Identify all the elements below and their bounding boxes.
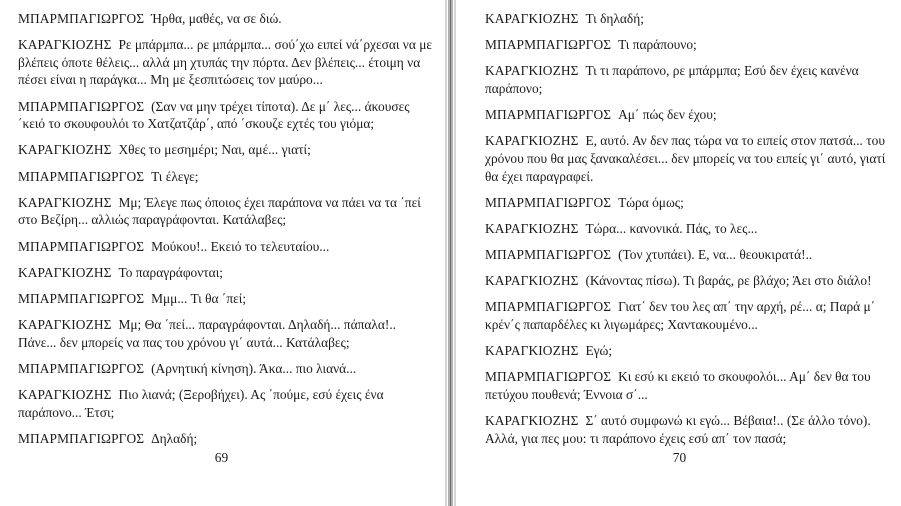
dialogue-text: Μμμ... Τι θα ΄πεί; [151,290,247,306]
dialogue-paragraph [485,132,895,185]
dialogue-paragraph [18,386,434,421]
speaker-name: ΜΠΑΡΜΠΑΓΙΩΡΓΟΣ [485,107,612,123]
dialogue-text: Τι παράπουνο; [618,37,697,53]
dialogue-text: Μούκου!.. Εκειό το τελευταίου... [151,238,330,254]
dialogue-text: Τώρα όμως; [618,194,684,210]
speaker-name: ΜΠΑΡΜΠΑΓΙΩΡΓΟΣ [18,430,145,446]
speaker-name: ΚΑΡΑΓΚΙΟΖΗΣ [485,273,579,289]
speaker-name: ΚΑΡΑΓΚΙΟΖΗΣ [485,11,579,26]
dialogue-paragraph [18,194,434,229]
dialogue-text: Τώρα... κανονικά. Πάς, το λες... [585,220,758,236]
dialogue-paragraph [485,106,895,124]
dialogue-text: Ε, αυτό. Αν δεν πας τώρα να το ειπείς στον πατσά... του χρόνου που θα μας ξανακαλέσει... δεν μπορείς να του ειπείς γι΄ αυτό, γιατί θα έχει παραγραφεί. [485,133,886,184]
dialogue-paragraph [485,246,895,264]
dialogue-text: (Τον χτυπάει). Ε, να... θεουκιρατά!.. [618,247,813,263]
speaker-name: ΜΠΑΡΜΠΑΓΙΩΡΓΟΣ [18,11,145,26]
dialogue-text: Τι έλεγε; [151,168,199,184]
dialogue-text: Ήρθα, μαθές, να σε διώ. [151,11,282,26]
page-content [18,10,434,456]
dialogue-text: Χθες το μεσημέρι; Ναι, αμέ... γιατί; [118,142,311,158]
dialogue-text: Πιο λιανά; (Ξεροβήχει). Ας ΄πούμε, εσύ έχεις ένα παράπονο... Έτσι; [18,387,384,420]
dialogue-paragraph [485,62,895,97]
dialogue-paragraph [18,10,434,28]
dialogue-paragraph [485,412,895,447]
dialogue-paragraph [485,342,895,360]
speaker-name: ΚΑΡΑΓΚΙΟΖΗΣ [485,343,579,359]
dialogue-paragraph [485,298,895,333]
dialogue-paragraph [18,360,434,378]
dialogue-text: (Σαν να μην τρέχει τίποτα). Δε μ΄ λες... άκουσες ΄κειό το σκουφουλόι το Χατζατζάρ΄, από ΄σκουζε εχτές του γιόμα; [18,98,410,132]
dialogue-text: Τι τι παράπονο, ρε μπάρμπα; Εσύ δεν έχεις κανένα παράπονο; [485,63,859,96]
dialogue-paragraph [18,264,434,282]
dialogue-paragraph [18,316,434,351]
speaker-name: ΜΠΑΡΜΠΑΓΙΩΡΓΟΣ [18,168,145,184]
dialogue-text: Μμ; Θα ΄πεί... παραγράφονται. Δηλαδή... πάπαλα!.. Πάνε... δεν μπορείς να πας του χρόνου γι΄ αυτά... Κατάλαβες; [18,317,397,350]
speaker-name: ΚΑΡΑΓΚΙΟΖΗΣ [485,63,579,79]
speaker-name: ΚΑΡΑΓΚΙΟΖΗΣ [18,264,112,280]
speaker-name: ΚΑΡΑΓΚΙΟΖΗΣ [18,317,112,333]
dialogue-paragraph [18,238,434,256]
dialogue-paragraph [485,194,895,212]
speaker-name: ΜΠΑΡΜΠΑΓΙΩΡΓΟΣ [18,360,145,376]
dialogue-text: Αμ΄ πώς δεν έχου; [618,107,717,123]
dialogue-paragraph [485,10,895,28]
speaker-name: ΜΠΑΡΜΠΑΓΙΩΡΓΟΣ [18,238,145,254]
page-gutter-divider [443,0,458,506]
dialogue-text: (Αρνητική κίνηση). Άκα... πιο λιανά... [151,360,357,376]
dialogue-text: Εγώ; [585,343,613,359]
speaker-name: ΜΠΑΡΜΠΑΓΙΩΡΓΟΣ [18,290,145,306]
dialogue-paragraph [18,36,434,89]
dialogue-text: Τι δηλαδή; [585,11,644,26]
speaker-name: ΚΑΡΑΓΚΙΟΖΗΣ [18,387,112,403]
speaker-name: ΜΠΑΡΜΠΑΓΙΩΡΓΟΣ [485,37,612,53]
dialogue-text: Ρε μπάρμπα... ρε μπάρμπα... σού΄χω ειπεί νά΄ρχεσαι να με βλέπεις όποτε θέλεις... αλλά μη χτυπάς την πόρτα. Δεν βλέπεις... έτοιμη να πέσει είναι η παράγκα... Μη με ξεσπιτώσεις τον μαύρο... [18,37,433,88]
dialogue-text: Το παραγράφονται; [118,264,224,280]
dialogue-paragraph [485,272,895,290]
speaker-name: ΜΠΑΡΜΠΑΓΙΩΡΓΟΣ [18,98,145,114]
dialogue-paragraph [485,368,895,403]
dialogue-text: Σ΄ αυτό συμφωνώ κι εγώ... Βέβαια!.. (Σε άλλο τόνο). Αλλά, για πες μου: τι παράπονο έχεις εσύ απ΄ τον πασά; [485,413,871,446]
dialogue-text: Μμ; Έλεγε πως όποιος έχει παράπονα να πάει να τα ΄πεί στο Βεζίρη... αλλιώς παραγράφονται. Κατάλαβες; [18,194,421,228]
dialogue-text: Δηλαδή; [151,430,198,446]
speaker-name: ΚΑΡΑΓΚΙΟΖΗΣ [485,220,579,236]
speaker-name: ΜΠΑΡΜΠΑΓΙΩΡΓΟΣ [485,369,612,385]
dialogue-paragraph [18,290,434,308]
dialogue-paragraph [18,430,434,448]
speaker-name: ΜΠΑΡΜΠΑΓΙΩΡΓΟΣ [485,247,612,263]
speaker-name: ΚΑΡΑΓΚΙΟΖΗΣ [485,413,579,429]
speaker-name: ΜΠΑΡΜΠΑΓΙΩΡΓΟΣ [485,194,612,210]
page-right [458,0,901,506]
page-number: 69 [214,450,229,465]
dialogue-paragraph [18,141,434,159]
speaker-name: ΚΑΡΑΓΚΙΟΖΗΣ [485,133,579,149]
speaker-name: ΚΑΡΑΓΚΙΟΖΗΣ [18,142,112,158]
dialogue-paragraph [18,98,434,133]
dialogue-paragraph [485,36,895,54]
speaker-name: ΚΑΡΑΓΚΙΟΖΗΣ [18,194,112,210]
speaker-name: ΜΠΑΡΜΠΑΓΙΩΡΓΟΣ [485,299,612,315]
page-left [0,0,443,506]
dialogue-text: Κι εσύ κι εκειό το σκουφολόι... Αμ΄ δεν θα του πετύχου πουθενά; Έννοια σ΄... [485,369,871,403]
dialogue-paragraph [485,220,895,238]
page-number: 70 [672,450,687,465]
page-content [485,10,895,456]
speaker-name: ΚΑΡΑΓΚΙΟΖΗΣ [18,37,112,53]
dialogue-text: Γιατ΄ δεν του λες απ΄ την αρχή, ρέ... α; Παρά μ΄ κρέν΄ς παπαρδέλες κι λιγωμάρες; Χαντακουμένο... [485,299,876,333]
dialogue-text: (Κάνοντας πίσω). Τι βαράς, ρε βλάχο; Άει στο διάλο! [585,273,872,289]
dialogue-paragraph [18,168,434,186]
